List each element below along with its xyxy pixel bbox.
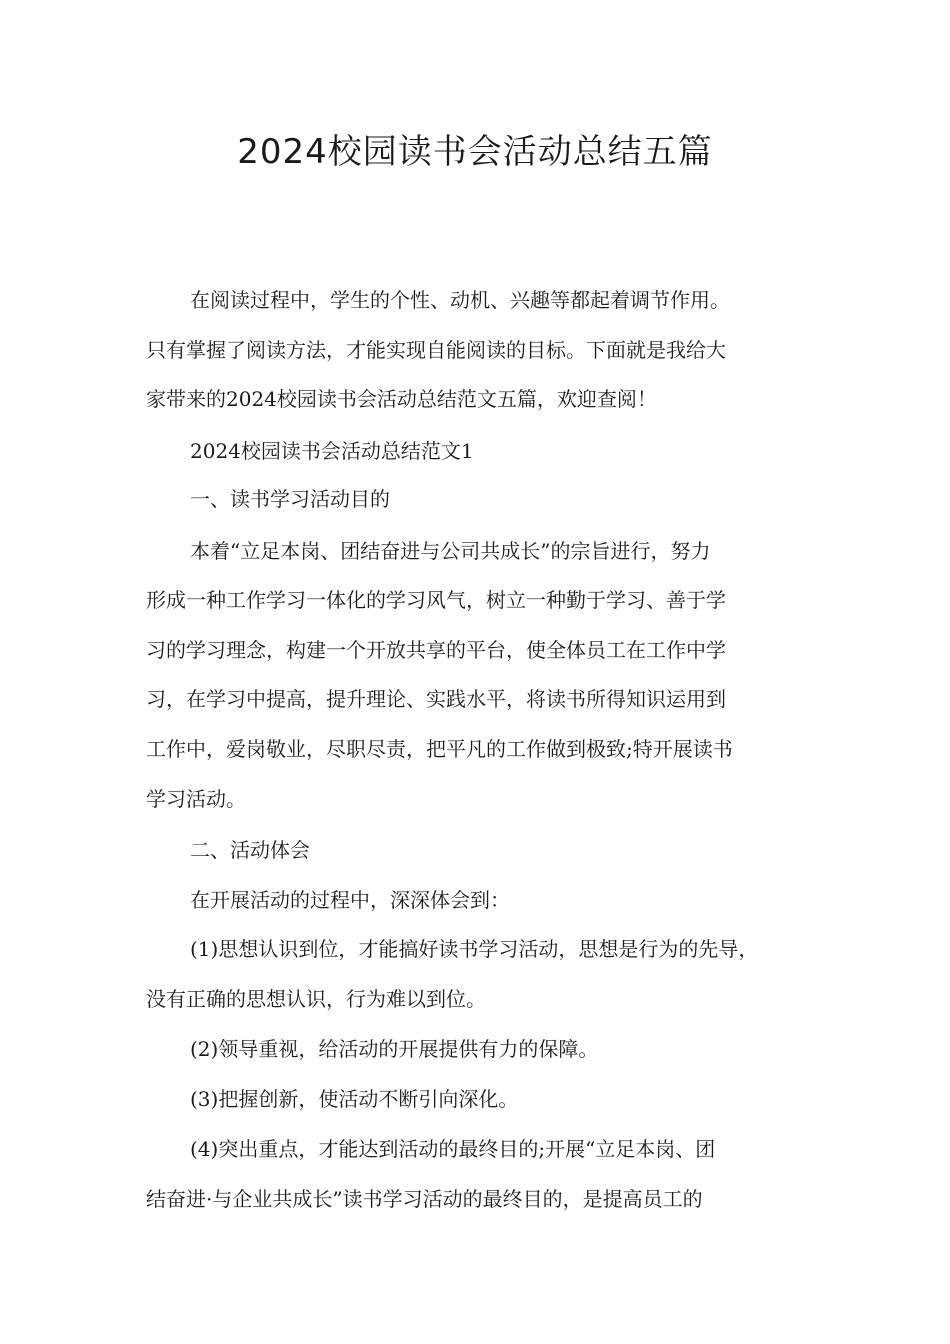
section-heading: 2024校园读书会活动总结范文1 bbox=[190, 439, 474, 463]
section-heading: 二、活动体会 bbox=[190, 838, 310, 862]
paragraph-line: 学习活动。 bbox=[146, 787, 246, 811]
paragraph-line: 家带来的2024校园读书会活动总结范文五篇，欢迎查阅！ bbox=[146, 387, 657, 411]
section-heading: 一、读书学习活动目的 bbox=[190, 487, 390, 511]
paragraph-line: 在阅读过程中，学生的个性、动机、兴趣等都起着调节作用。 bbox=[190, 288, 730, 312]
paragraph-line: 工作中，爱岗敬业，尽职尽责，把平凡的工作做到极致;特开展读书 bbox=[146, 737, 733, 761]
paragraph-line: 在开展活动的过程中，深深体会到： bbox=[190, 888, 510, 912]
paragraph-line: (1)思想认识到位，才能搞好读书学习活动，思想是行为的先导， bbox=[190, 937, 759, 961]
paragraph-line: 习的学习理念，构建一个开放共享的平台，使全体员工在工作中学 bbox=[146, 638, 726, 662]
paragraph-line: 没有正确的思想认识，行为难以到位。 bbox=[146, 987, 486, 1011]
paragraph-line: 只有掌握了阅读方法，才能实现自能阅读的目标。下面就是我给大 bbox=[146, 338, 726, 362]
paragraph-line: 形成一种工作学习一体化的学习风气，树立一种勤于学习、善于学 bbox=[146, 588, 726, 612]
paragraph-line: (4)突出重点，才能达到活动的最终目的;开展“立足本岗、团 bbox=[190, 1137, 716, 1161]
paragraph-line: 习，在学习中提高，提升理论、实践水平，将读书所得知识运用到 bbox=[146, 687, 726, 711]
paragraph-line: 结奋进·与企业共成长”读书学习活动的最终目的，是提高员工的 bbox=[146, 1187, 703, 1211]
document-title: 2024校园读书会活动总结五篇 bbox=[237, 132, 713, 172]
paragraph-line: (3)把握创新，使活动不断引向深化。 bbox=[190, 1087, 519, 1111]
paragraph-line: (2)领导重视，给活动的开展提供有力的保障。 bbox=[190, 1037, 599, 1061]
paragraph-line: 本着“立足本岗、团结奋进与公司共成长”的宗旨进行，努力 bbox=[190, 539, 711, 563]
